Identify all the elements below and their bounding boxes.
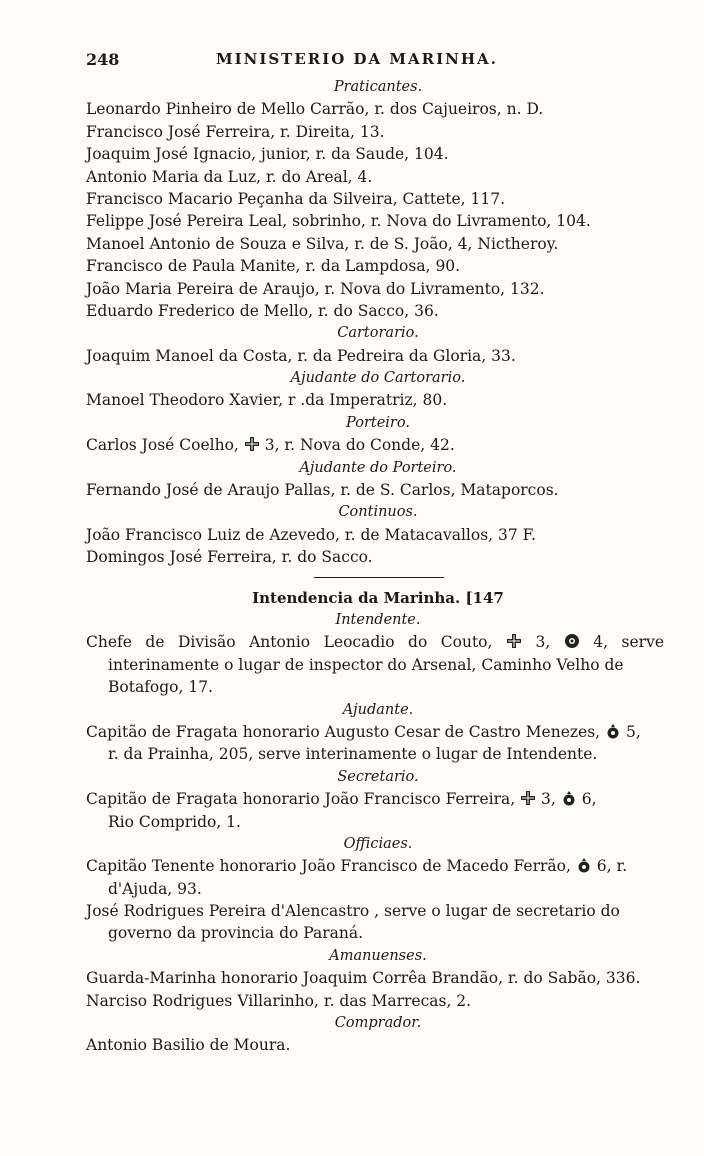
entry-text: Chefe de Divisão Antonio Leocadio do Couto, bbox=[86, 633, 493, 652]
order-avis-icon bbox=[576, 857, 592, 873]
list-item: Guarda-Marinha honorario Joaquim Corrêa Brandão, r. do Sabão, 336. bbox=[86, 969, 641, 988]
entry-text: Capitão Tenente honorario João Francisco de Macedo Ferrão, bbox=[86, 857, 571, 876]
ajudante-cartorario-entry: Manoel Theodoro Xavier, r .da Imperatriz, 80. bbox=[86, 391, 448, 410]
order-cross-icon bbox=[520, 790, 536, 806]
running-title: MINISTERIO DA MARINHA. bbox=[216, 50, 498, 68]
list-item: João Maria Pereira de Araujo, r. Nova do Livramento, 132. bbox=[86, 279, 545, 298]
amanuenses-heading: Amanuenses. bbox=[329, 947, 427, 964]
ajudante-porteiro-heading: Ajudante do Porteiro. bbox=[299, 459, 457, 476]
list-item: Domingos José Ferreira, r. do Sacco. bbox=[86, 548, 373, 567]
order-avis-icon bbox=[605, 723, 621, 739]
list-item: João Francisco Luiz de Azevedo, r. de Matacavallos, 37 F. bbox=[86, 525, 536, 544]
ajudante-entry-cont: r. da Prainha, 205, serve interinamente o lugar de Intendente. bbox=[108, 745, 598, 764]
officiaes-heading: Officiaes. bbox=[343, 835, 413, 852]
secretario-entry bbox=[86, 788, 670, 810]
cartorario-entry: Joaquim Manoel da Costa, r. da Pedreira da Gloria, 33. bbox=[86, 346, 516, 365]
entry-text: 4, serve bbox=[593, 633, 664, 652]
intendente-entry-cont: Botafogo, 17. bbox=[108, 678, 214, 697]
entry-text: 6, bbox=[581, 790, 597, 809]
entry-text: 5, bbox=[625, 722, 641, 741]
ajudante-heading: Ajudante. bbox=[342, 701, 414, 718]
ajudante-entry bbox=[86, 721, 670, 743]
officiaes-entry-cont: d'Ajuda, 93. bbox=[108, 879, 202, 898]
list-item: Antonio Maria da Luz, r. do Areal, 4. bbox=[86, 167, 373, 186]
porteiro-entry bbox=[86, 434, 670, 456]
list-item: Francisco José Ferreira, r. Direita, 13. bbox=[86, 122, 385, 141]
secretaria-list bbox=[86, 76, 670, 1057]
officiaes-entry: José Rodrigues Pereira d'Alencastro , serve o lugar de secretario do bbox=[86, 902, 620, 921]
praticantes-heading: Praticantes. bbox=[333, 79, 423, 95]
entry-text: 6, r. bbox=[596, 857, 628, 876]
list-item: Leonardo Pinheiro de Mello Carrão, r. dos Cajueiros, n. D. bbox=[86, 100, 544, 119]
ajudante-cartorario-heading: Ajudante do Cartorario. bbox=[290, 370, 466, 387]
section-divider bbox=[86, 569, 670, 587]
list-item: Francisco de Paula Manite, r. da Lampdosa, 90. bbox=[86, 257, 461, 276]
intendencia-title: Intendencia da Marinha. [147 bbox=[252, 588, 504, 607]
page-number: 248 bbox=[86, 50, 120, 69]
entry-text: Capitão de Fragata honorario João Francisco Ferreira, bbox=[86, 790, 516, 809]
cartorario-heading: Cartorario. bbox=[337, 325, 419, 342]
order-cross-icon bbox=[506, 633, 522, 649]
list-item: Manoel Antonio de Souza e Silva, r. de S. João, 4, Nictheroy. bbox=[86, 234, 559, 253]
comprador-heading: Comprador. bbox=[334, 1015, 422, 1032]
entry-text: 3, bbox=[535, 633, 551, 652]
list-item: Eduardo Frederico de Mello, r. do Sacco, 36. bbox=[86, 301, 439, 320]
porteiro-name: Carlos José Coelho, bbox=[86, 436, 239, 455]
list-item: Joaquim José Ignacio, junior, r. da Saude, 104. bbox=[86, 145, 449, 164]
intendente-heading: Intendente. bbox=[335, 611, 421, 628]
officiaes-entry-cont: governo da provincia do Paraná. bbox=[108, 924, 364, 943]
order-rose-icon bbox=[564, 633, 580, 649]
porteiro-details: 3, r. Nova do Conde, 42. bbox=[264, 436, 455, 455]
secretario-heading: Secretario. bbox=[337, 768, 419, 785]
entry-text: 3, bbox=[541, 790, 556, 809]
running-header bbox=[86, 50, 664, 72]
list-item: Narciso Rodrigues Villarinho, r. das Marrecas, 2. bbox=[86, 991, 472, 1010]
ajudante-porteiro-entry: Fernando José de Araujo Pallas, r. de S. Carlos, Mataporcos. bbox=[86, 481, 559, 500]
officiaes-entry bbox=[86, 855, 670, 877]
secretario-entry-cont: Rio Comprido, 1. bbox=[108, 812, 241, 831]
entry-text: Capitão de Fragata honorario Augusto Cesar de Castro Menezes, bbox=[86, 722, 601, 741]
order-cross-icon bbox=[244, 436, 260, 452]
list-item: Francisco Macario Peçanha da Silveira, Cattete, 117. bbox=[86, 189, 506, 208]
comprador-entry: Antonio Basilio de Moura. bbox=[86, 1036, 291, 1055]
intendente-entry-cont: interinamente o lugar de inspector do Arsenal, Caminho Velho de bbox=[108, 655, 624, 674]
intendente-entry bbox=[86, 631, 670, 653]
list-item: Felippe José Pereira Leal, sobrinho, r. Nova do Livramento, 104. bbox=[86, 212, 591, 231]
porteiro-heading: Porteiro. bbox=[346, 414, 410, 431]
continuos-heading: Continuos. bbox=[338, 504, 418, 521]
order-avis-icon bbox=[561, 790, 577, 806]
